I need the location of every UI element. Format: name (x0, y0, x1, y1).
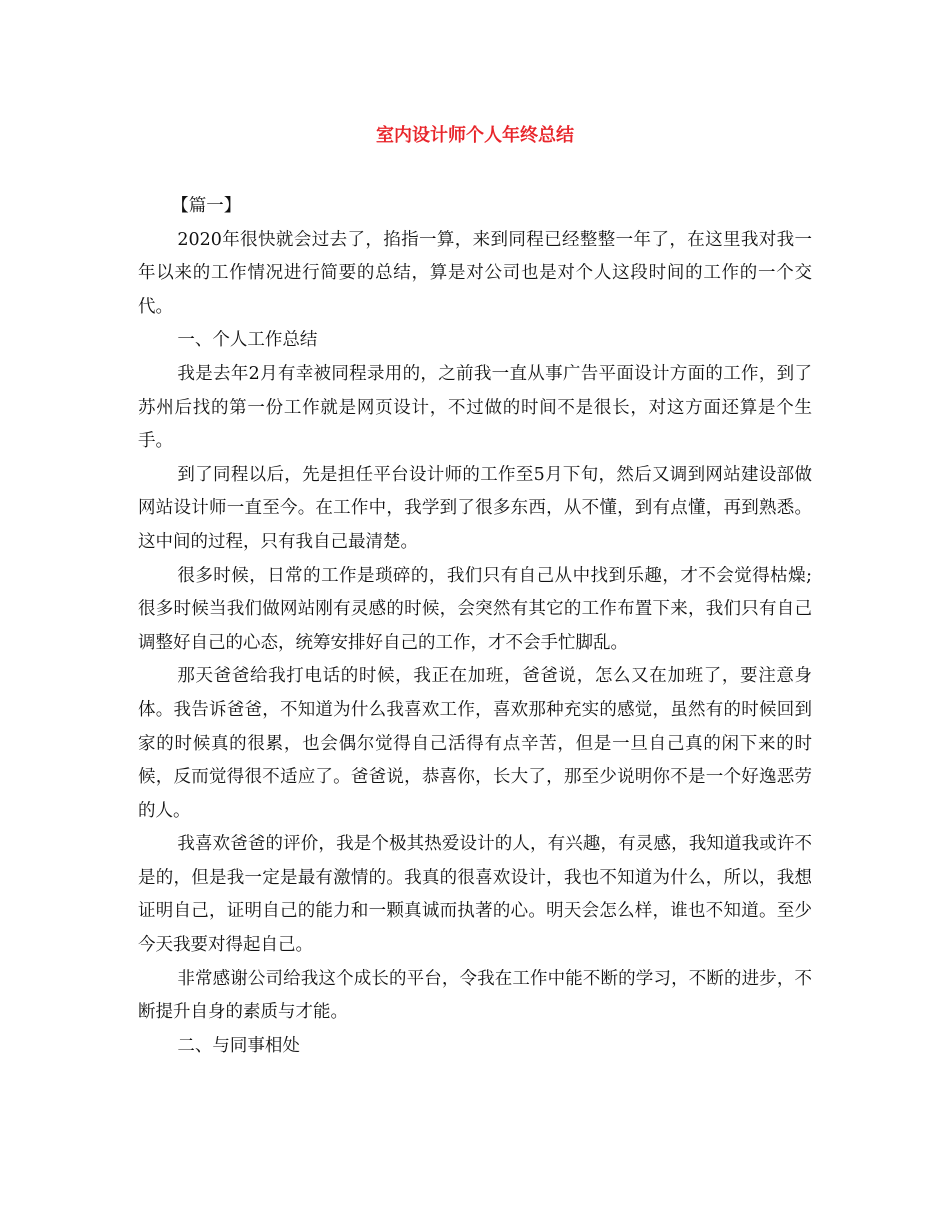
paragraph-intro: 2020年很快就会过去了，掐指一算，来到同程已经整整一年了，在这里我对我一年以来的工作情况进行简要的总结，算是对公司也是对个人这段时间的工作的一个交代。 (138, 229, 812, 317)
paragraph-father-call: 那天爸爸给我打电话的时候，我正在加班，爸爸说，怎么又在加班了，要注意身体。我告诉爸爸，不知道为什么我喜欢工作，喜欢那种充实的感觉，虽然有的时候回到家的时候真的很累，也会偶尔觉得自己活得有点辛苦，但是一旦自己真的闲下来的时候，反而觉得很不适应了。爸爸说，恭喜你，长大了，那至少说明你不是一个好逸恶劳的人。 (138, 666, 812, 821)
paragraph-gratitude: 非常感谢公司给我这个成长的平台，令我在工作中能不断的学习，不断的进步，不断提升自身的素质与才能。 (138, 968, 812, 1023)
section-label-part-one: 【篇一】 (171, 196, 242, 216)
heading-colleagues: 二、与同事相处 (177, 1035, 300, 1056)
paragraph-background: 我是去年2月有幸被同程录用的，之前我一直从事广告平面设计方面的工作，到了苏州后找的第一份工作就是网页设计，不过做的时间不是很长，对这方面还算是个生手。 (138, 363, 812, 452)
document-body (138, 190, 812, 1063)
paragraph-daily-work: 很多时候，日常的工作是琐碎的，我们只有自己从中找到乐趣，才不会觉得枯燥;很多时候当我们做网站刚有灵感的时候，会突然有其它的工作布置下来，我们只有自己调整好自己的心态，统筹安排好自己的工作，才不会手忙脚乱。 (138, 565, 812, 653)
paragraph-passion: 我喜欢爸爸的评价，我是个极其热爱设计的人，有兴趣，有灵感，我知道我或许不是的，但是我一定是最有激情的。我真的很喜欢设计，我也不知道为什么，所以，我想证明自己，证明自己的能力和一颗真诚而执著的心。明天会怎么样，谁也不知道。至少今天我要对得起自己。 (138, 834, 812, 956)
heading-personal-work-summary: 一、个人工作总结 (177, 330, 318, 351)
paragraph-roles: 到了同程以后，先是担任平台设计师的工作至5月下旬，然后又调到网站建设部做网站设计师一直至今。在工作中，我学到了很多东西，从不懂，到有点懂，再到熟悉。这中间的过程，只有我自己最清楚。 (138, 464, 812, 552)
document-title: 室内设计师个人年终总结 (376, 125, 574, 146)
